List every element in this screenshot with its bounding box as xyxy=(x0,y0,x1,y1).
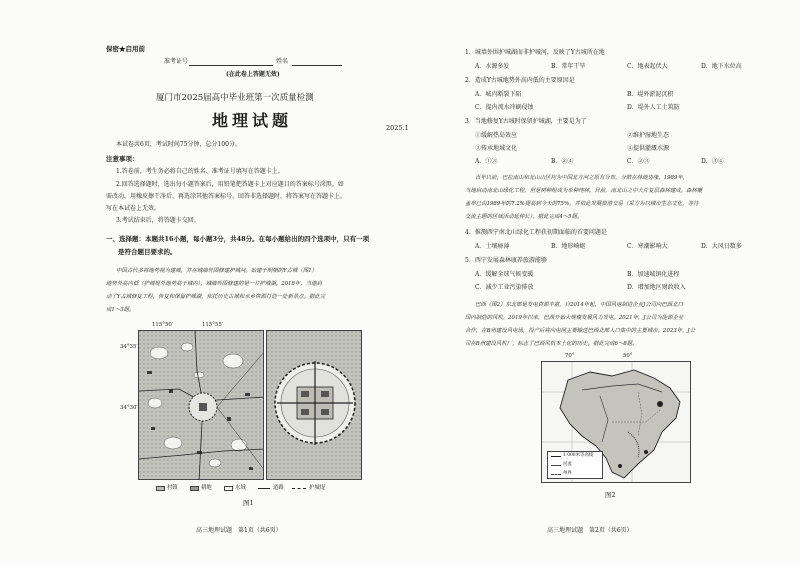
passage2-line-1: 百年以前，巴拉南山和北山山区均为中国北方河之原有分布，分散在林地边缘。1989年， xyxy=(475,175,689,181)
note-line-1: 1.答卷前，考生务必将自己的姓名、准考证号填写在答题卡上。 xyxy=(116,168,284,175)
exam-title: 厦门市2025届高中毕业班第一次质量检测 xyxy=(156,93,314,103)
subject-title: 地理试题 xyxy=(212,111,293,130)
q5-option-a: A．缓解全球气候变暖 xyxy=(475,271,534,278)
legend-label-village: 村镇 xyxy=(167,485,178,491)
passage3-line-3: 合作，在B州建设风电场，投产后将向电网主要输送巴西北部人口集中的主要城市。2023年，J公 xyxy=(465,328,696,334)
notes-heading: 注意事项： xyxy=(106,155,139,163)
section-heading-line-2: 是符合题目要求的。 xyxy=(118,248,177,256)
passage2-line-3: 盖率已由1989年的7.2%提高到今天的75%，并依此发展旅游交易（采方为以城市生态文化，等待 xyxy=(465,201,699,207)
legend-line-dike xyxy=(292,488,306,489)
q3-option-c: C．②③ xyxy=(627,158,650,165)
page-two-footer: 高三地理试题 第2页（共6页） xyxy=(547,527,633,534)
passage3-line-4: 司在B州建设风机厂，标志了巴西风机本土化的历史。据此完成6～8题。 xyxy=(465,341,638,347)
q1-option-b: B．常年干旱 xyxy=(551,63,586,70)
map2-lon-left-label: 70° xyxy=(565,353,575,359)
legend-label-farmland: 耕地 xyxy=(201,485,212,491)
passage3-line-2: 国内制造的风机。2019年以来，巴西开始大规模发展风力发电。2021年，J公司为能源企业 xyxy=(465,315,684,321)
passage-line-2: 地势外高内低（护城堤外地势高于城内），城墙外围修建的是一片护城湖。2018年，当地启 xyxy=(106,281,322,287)
map2-caption: 图2 xyxy=(605,491,616,499)
q4-stem: 4．推测西宁南北山绿化工程获初期面临的首要问题是 xyxy=(465,229,607,236)
section-heading-line-1: 一、选择题：本题共16小题，每小题3分，共48分。在每小题给出的四个选项中，只有一项 xyxy=(106,235,370,243)
map1-regional-panel xyxy=(138,330,264,480)
note-line-4: 写在本试卷上无效。 xyxy=(106,205,161,212)
q1-option-d: D．地下水位高 xyxy=(701,63,742,70)
map1-regional-drawing xyxy=(139,331,264,480)
map1-caption: 图1 xyxy=(243,499,254,507)
q3-item-4: ④提供灌溉水源 xyxy=(627,145,670,152)
intro-line: 本试卷共6页，考试时间75分钟，总分100分。 xyxy=(116,141,241,148)
legend-label-road: 道路 xyxy=(273,485,284,491)
note-line-5: 3.考试结束后，将答题卡交回。 xyxy=(116,217,200,224)
note-line-3: 需改动，用橡皮擦干净后，再选涂其他答案标号。回答非选择题时，将答案写在答题卡上。 xyxy=(106,193,347,200)
name-label: 姓名 xyxy=(276,58,289,65)
date-label: 2025.1 xyxy=(386,124,409,132)
map1-lon-right-label: 115°55′ xyxy=(202,322,224,328)
map1-lon-left-label: 115°50′ xyxy=(152,322,174,328)
passage2-line-4: 交流主题的区域活动延伸长）。据此完成4～5题。 xyxy=(465,214,583,220)
q3-item-1: ①缓解热岛效应 xyxy=(475,132,518,139)
exam-id-line xyxy=(189,65,273,66)
q4-option-a: A．土壤瘠薄 xyxy=(475,243,510,250)
map1-city-panel xyxy=(266,330,362,480)
map2-legend-contour-line xyxy=(551,456,561,457)
q3-option-a: A．①③ xyxy=(475,158,498,165)
q3-stem: 3．当地修复Y古城时保留护城湖，主要是为了 xyxy=(465,118,587,125)
map2-lon-right-label: 50° xyxy=(623,353,633,359)
passage3-line-1: 巴西（图2）东北部是发电资源丰富，自2014年起，中国风电制造企业J公司向巴西北口 xyxy=(475,302,683,308)
note-line-2: 2.回答选择题时，选出每小题答案后，用铅笔把答题卡上对应题目的答案标号涂黑。如 xyxy=(116,181,344,188)
legend-swatch-farmland xyxy=(190,486,199,491)
q1-stem: 1．城墙外围护城湖而非护城河，反映了Y古城所在地 xyxy=(465,49,605,56)
exam-id-label: 准考证号 xyxy=(164,58,189,65)
map2-legend-river-label: 河流 xyxy=(563,462,572,467)
page-one-footer: 高三地理试题 第1页（共6页） xyxy=(196,527,282,534)
q1-option-c: C．地表起伏大 xyxy=(627,63,668,70)
legend-label-water: 水域 xyxy=(235,485,246,491)
q5-option-c: C．减少工业污染排放 xyxy=(475,284,534,291)
map2-legend-box xyxy=(547,451,603,479)
page-two xyxy=(455,38,777,538)
q2-option-b: B．堤外淤泥沉积 xyxy=(627,91,674,98)
page-one xyxy=(86,38,408,538)
q2-option-a: A．城内断裂下陷 xyxy=(475,91,522,98)
q3-option-b: B．②④ xyxy=(551,158,574,165)
passage2-line-2: 当地启动南北山绿化工程，但是树种组成为单种纯林。目前，南北山之中大片复层森林建成。森林覆 xyxy=(465,188,703,194)
legend-line-road xyxy=(258,488,270,489)
q4-option-c: C．寒潮影响大 xyxy=(627,243,668,250)
q2-option-d: D．堤外人工土筑防 xyxy=(627,104,680,111)
answer-note: (在此卷上答题无效) xyxy=(226,71,280,78)
q3-item-2: ②维护湿地生态 xyxy=(627,132,670,139)
q2-stem: 2．造成Y古城地势外高内低的主要原因是 xyxy=(465,77,575,84)
map1-city-drawing xyxy=(267,331,362,480)
q5-option-b: B．加速城镇化进程 xyxy=(627,271,680,278)
q4-option-d: D．大风日数多 xyxy=(701,243,742,250)
map2-legend-border-label: 州界 xyxy=(563,471,572,476)
secret-label: 保密★启用前 xyxy=(106,45,145,53)
passage-line-3: 动了Y古城修复工程，恢复和保留护城湖，依托历史古城和水乡资源打造一处新景点。据此完 xyxy=(106,294,326,300)
q1-option-a: A．水源多发 xyxy=(475,63,510,70)
q4-option-b: B．地形崎岖 xyxy=(551,243,586,250)
q2-option-c: C．提内流水冲刷侵蚀 xyxy=(475,104,534,111)
name-line xyxy=(292,65,342,66)
map2-legend-border-line xyxy=(551,474,561,475)
map2-legend-river-line xyxy=(551,465,561,466)
map2-legend-contour-label: 1 000米等高线 xyxy=(563,453,594,458)
q3-option-d: D．③④ xyxy=(701,158,724,165)
q5-stem: 5．西宁发展森林康养旅游能够 xyxy=(465,257,547,264)
passage-line-1: 中国古代多将地势视为建城，并在城墙外围修建护城河。始建于明朝的Y古城（图1） xyxy=(116,268,318,274)
legend-label-dike: 护城堤 xyxy=(309,485,326,491)
legend-swatch-village xyxy=(156,486,165,491)
map1-lat-top-label: 34°35′ xyxy=(120,344,138,350)
q3-item-3: ③传承地域文化 xyxy=(475,145,518,152)
legend-swatch-water xyxy=(224,486,233,491)
map1-lat-bottom-label: 34°30′ xyxy=(120,405,138,411)
passage-line-4: 成1～3题。 xyxy=(106,307,135,313)
q5-option-d: D．增加地区财政收入 xyxy=(627,284,686,291)
